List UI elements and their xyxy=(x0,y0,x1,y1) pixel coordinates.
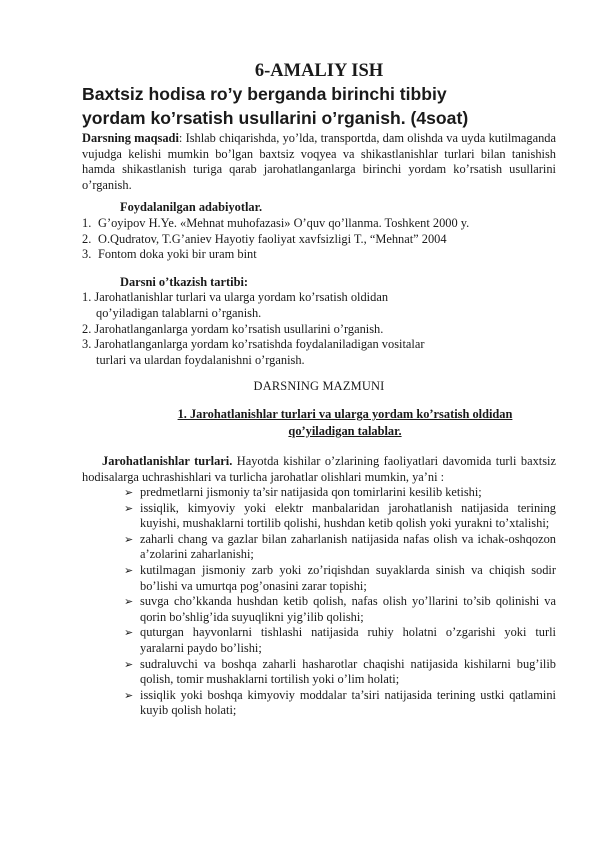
intro-paragraph xyxy=(82,454,556,485)
literature-item xyxy=(82,247,556,263)
list-item-text: issiqlik, kimyoviy yoki elektr manbalaridan jarohatlanish natijasida terining kuyishi, mushaklarni tortilib qolishi, hushdan ketib qolish yoki yurakni to’xtalishi; xyxy=(140,500,556,531)
list-item-text: quturgan hayvonlarni tishlashi natijasida ruhiy holatni o’zgarishi yoki turli yaralarni paydo bo’lishi; xyxy=(140,625,556,656)
literature-list xyxy=(82,216,556,263)
literature-item-text: O.Qudratov, T.G’aniev Hayotiy faoliyat xavfsizligi T., “Mehnat” 2004 xyxy=(98,231,447,246)
lesson-order-item: 1. Jarohatlanishlar turlari va ularga yordam ko’rsatish oldidan qo’yiladigan talablarni o’rganish. xyxy=(82,290,389,320)
arrow-bullet-icon: ➢ xyxy=(124,532,134,546)
literature-item-number: 1. xyxy=(82,215,92,230)
literature-item-number: 3. xyxy=(82,247,92,262)
page-title: 6-AMALIY ISH xyxy=(254,61,384,81)
list-item xyxy=(124,563,556,594)
literature-item-text: Fontom doka yoki bir uram bint xyxy=(98,247,257,262)
section-1-title: 1. Jarohatlanishlar turlari va ularga yordam ko’rsatish oldidan qo’yiladigan talablar. xyxy=(177,406,513,438)
injury-types-list xyxy=(82,485,556,719)
arrow-bullet-icon: ➢ xyxy=(124,501,134,515)
literature-item-number: 2. xyxy=(82,231,92,246)
list-item-text: zaharli chang va gazlar bilan zaharlanish natijasida nafas olish va ichak-oshqozon a’zolarini zaharlanishi; xyxy=(140,531,556,562)
purpose-paragraph xyxy=(82,131,556,193)
purpose-text: : Ishlab chiqarishda, yo’lda, transportda, dam olishda va uyda kutilmaganda vujudga kelishi mumkin bo’lgan baxtsiz voqyea va shikastlanishlar turlari bilan tanishish hamda shikastlanish turiga qarab jarohatlanganlarga birinchi yordam ko’rsatish usullarini o’rganish. xyxy=(82,131,557,192)
list-item-text: sudraluvchi va boshqa zaharli hasharotlar chaqishi natijasida kishilarni bug’ilib qolish, tomir mushaklarni tortilish yoki o’lim holati; xyxy=(140,656,556,687)
purpose-label: Darsning maqsadi xyxy=(82,131,179,145)
arrow-bullet-icon: ➢ xyxy=(124,595,134,609)
list-item-text: issiqlik yoki boshqa kimyoviy moddalar ta’siri natijasida terining ustki qatlamini kuyib qolish holati; xyxy=(140,687,556,718)
list-item xyxy=(124,657,556,688)
content-heading: DARSNING MAZMUNI xyxy=(253,379,385,394)
arrow-bullet-icon: ➢ xyxy=(124,657,134,671)
arrow-bullet-icon: ➢ xyxy=(124,564,134,578)
arrow-bullet-icon: ➢ xyxy=(124,626,134,640)
list-item-text: kutilmagan jismoniy zarb yoki zo’riqishdan suyaklarda sinish va chiqish sodir bo’lishi va umurtqa pog’onasini zarar topishi; xyxy=(140,563,556,593)
list-item xyxy=(124,625,556,656)
lesson-title-line-1: Baxtsiz hodisa ro’y berganda birinchi tibbiy xyxy=(82,84,447,104)
arrow-bullet-icon: ➢ xyxy=(124,486,134,500)
literature-heading: Foydalanilgan adabiyotlar. xyxy=(120,200,263,215)
list-item xyxy=(124,688,556,719)
literature-item xyxy=(82,216,556,232)
list-item xyxy=(124,485,556,501)
lesson-order-item: 2. Jarohatlanganlarga yordam ko’rsatish usullarini o’rganish. xyxy=(82,321,384,336)
list-item-text: predmetlarni jismoniy ta’sir natijasida qon tomirlarini kesilib ketishi; xyxy=(140,485,482,500)
lesson-order-item: 3. Jarohatlanganlarga yordam ko’rsatishda foydalaniladigan vositalar turlari va ulardan foydalanishni o’rganish. xyxy=(82,337,425,367)
intro-text: Hayotda kishilar o’zlarining faoliyatlari davomida turli baxtsiz hodisalarga uchrashishlari va turlicha jarohatlar olishlari mumkin, ya’ni : xyxy=(82,453,556,484)
literature-item xyxy=(82,232,556,248)
list-item-text: suvga cho’kkanda hushdan ketib qolish, nafas olish yo’llarini to’sib qolinishi va qorin bo’shlig’ida suyuqlikni yig’ilib qolishi; xyxy=(140,594,556,624)
list-item xyxy=(124,594,556,625)
lesson-order-heading: Darsni o’tkazish tartibi: xyxy=(120,274,249,289)
intro-bold-term: Jarohatlanishlar turlari. xyxy=(102,453,233,468)
list-item xyxy=(124,532,556,563)
lesson-title-line-2: yordam ko’rsatish usullarini o’rganish. (4soat) xyxy=(82,107,469,128)
arrow-bullet-icon: ➢ xyxy=(124,688,134,702)
lesson-order-list xyxy=(82,290,556,368)
literature-item-text: G’oyipov H.Ye. «Mehnat muhofazasi» O’quv qo’llanma. Toshkent 2000 y. xyxy=(98,215,470,230)
list-item xyxy=(124,501,556,532)
